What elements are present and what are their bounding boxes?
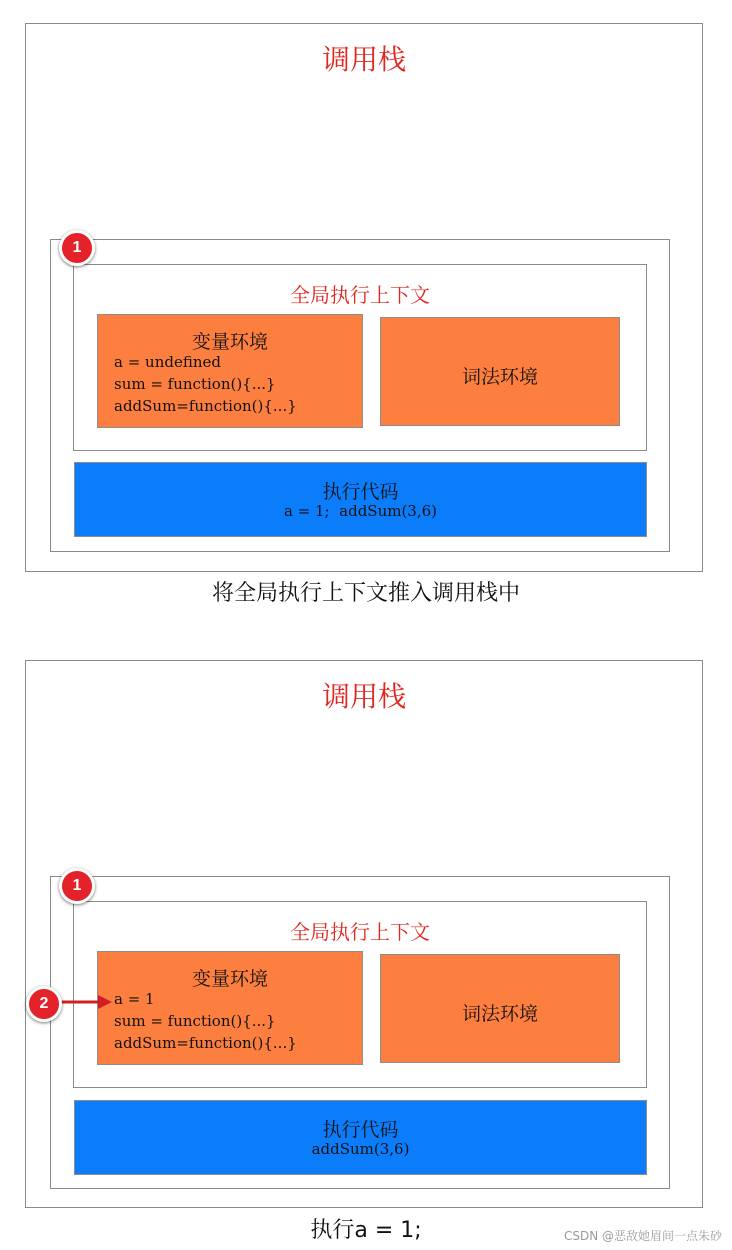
step-badge-1: 1 bbox=[59, 230, 95, 266]
variable-line-2: sum = function(){...} bbox=[114, 375, 276, 393]
variable-line-3: addSum=function(){...} bbox=[114, 397, 297, 415]
panel-1-caption: 将全局执行上下文推入调用栈中 bbox=[211, 581, 520, 606]
global-context-title: 全局执行上下文 bbox=[290, 920, 430, 944]
panel-2-caption: 执行a = 1; bbox=[310, 1218, 422, 1243]
execution-code-text: addSum(3,6) bbox=[311, 1140, 410, 1158]
execution-code-box-1 bbox=[74, 462, 647, 537]
variable-line-1: a = undefined bbox=[114, 353, 221, 371]
global-context-title: 全局执行上下文 bbox=[290, 283, 430, 307]
lexical-environment-box-2 bbox=[380, 954, 620, 1063]
arrow-right-icon bbox=[56, 992, 116, 1012]
lexical-environment-title: 词法环境 bbox=[461, 366, 538, 388]
call-stack-title: 调用栈 bbox=[321, 680, 406, 713]
variable-environment-title: 变量环境 bbox=[191, 968, 268, 990]
execution-code-title: 执行代码 bbox=[322, 481, 399, 503]
variable-environment-box-1 bbox=[97, 314, 363, 428]
variable-environment-box-2 bbox=[97, 951, 363, 1065]
call-stack-title: 调用栈 bbox=[321, 43, 406, 76]
execution-code-box-2 bbox=[74, 1100, 647, 1175]
execution-code-title: 执行代码 bbox=[322, 1119, 399, 1141]
variable-environment-title: 变量环境 bbox=[191, 331, 268, 353]
lexical-environment-title: 词法环境 bbox=[461, 1003, 538, 1025]
lexical-environment-box-1 bbox=[380, 317, 620, 426]
step-badge-2: 2 bbox=[26, 986, 62, 1022]
execution-code-text: a = 1; addSum(3,6) bbox=[283, 502, 438, 520]
step-badge-1: 1 bbox=[59, 868, 95, 904]
watermark: CSDN @恶敌她眉间一点朱砂 bbox=[563, 1229, 722, 1243]
variable-line-2: sum = function(){...} bbox=[114, 1012, 276, 1030]
variable-line-1: a = 1 bbox=[114, 990, 155, 1008]
variable-line-3: addSum=function(){...} bbox=[114, 1034, 297, 1052]
